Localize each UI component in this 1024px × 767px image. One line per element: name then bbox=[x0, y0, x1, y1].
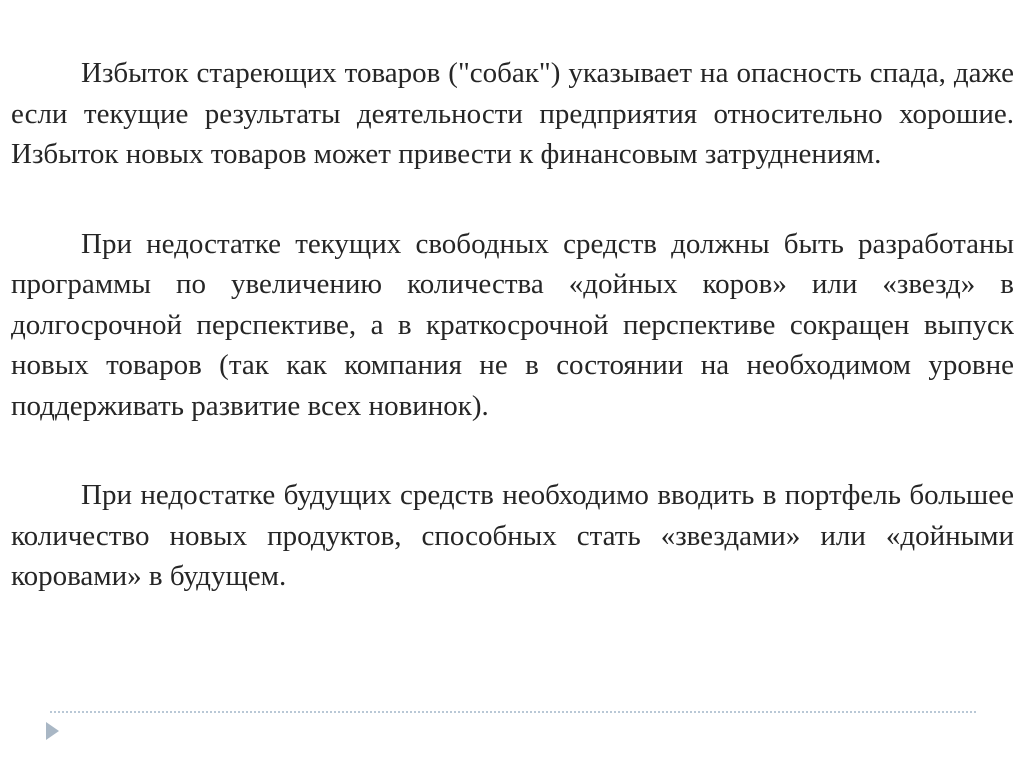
paragraph-future-funds-shortage: При недостатке будущих средств необходимо вводить в портфель большее количество новых продуктов, способных стать «звездами» или «дойными коровами» в будущем. bbox=[11, 479, 1014, 592]
triangle-bullet-icon bbox=[46, 722, 59, 740]
slide-body bbox=[11, 53, 1014, 597]
paragraph-current-funds-shortage: При недостатке текущих свободных средств должны быть разработаны программы по увеличению количества «дойных коров» или «звезд» в долгосрочной перспективе, а в краткосрочной перспективе сокращен выпуск новых товаров (так как компания не в состоянии на необходимом уровне поддерживать развитие всех новинок). bbox=[11, 227, 1014, 422]
paragraph-dogs-surplus: Избыток стареющих товаров ("собак") указывает на опасность спада, даже если текущие результаты деятельности предприятия относительно хорошие. Избыток новых товаров может привести к финансовым затруднениям. bbox=[11, 57, 1014, 170]
footer-divider bbox=[50, 711, 976, 713]
